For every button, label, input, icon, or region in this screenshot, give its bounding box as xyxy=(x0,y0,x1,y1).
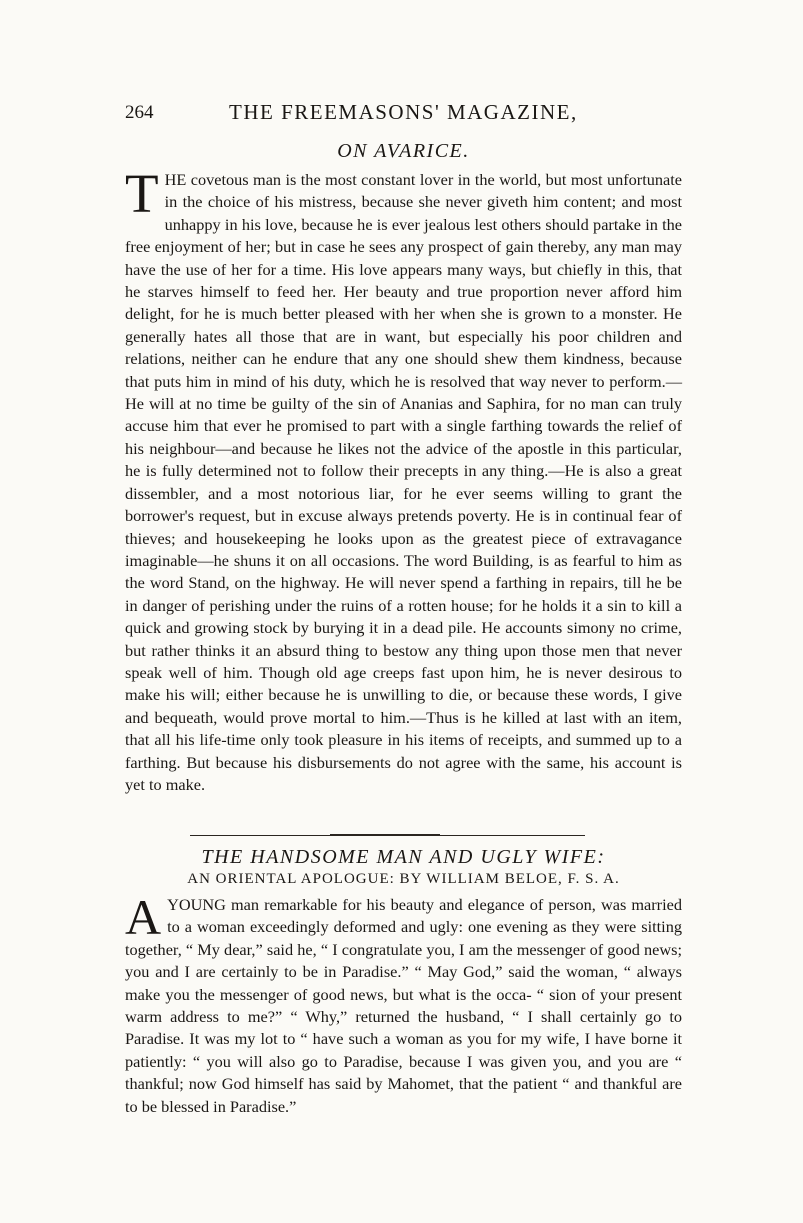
article-body-text: HE covetous man is the most constant lover in the world, but most unfortunate in the choice of his mistress, because she never giveth him content; and most unhappy in his love, because he is ever jealous lest others should partake in the free enjoyment of her; but in case he sees any prospect of gain thereby, any man may have the use of her for a time. His love appears many ways, but chiefly in this, that he starves himself to feed her. Her beauty and true proportion never afford him delight, for he is much better pleased with her when she is grown to a monster. He generally hates all those that are in want, but especially his poor children and relations, neither can he endure that any one should shew them kindness, because that puts him in mind of his duty, which he is resolved that way never to perform.—He will at no time be guilty of the sin of Ananias and Saphira, for no man can truly accuse him that ever he promised to part with a single farthing towards the relief of his neighbour—and because he likes not the advice of the apostle in this particular, he is fully determined not to follow their precepts in any thing.—He is also a great dissembler, and a most notorious liar, for he ever seems willing to grant the borrower's request, but in excuse always pretends poverty. He is in continual fear of thieves; and housekeeping he looks upon as the greatest piece of extravagance imaginable—he shuns it on all occasions. The word Building, is as fearful to him as the word Stand, on the highway. He will never spend a farthing in repairs, till he be in danger of perishing under the ruins of a rotten house; for he holds it a sin to kill a quick and growing stock by burying it in a dead pile. He accounts simony no crime, but rather thinks it an absurd thing to bestow any thing upon those men that never speak well of him. Though old age creeps fast upon him, he is never desirous to make his will; either because he is unwilling to die, or because these words, I give and bequeath, would prove mortal to him.—Thus is he killed at last with an item, that all his life-time only took pleasure in his items of receipts, and summed up to a farthing. But because his disbursements do not agree with the same, his account is yet to make. xyxy=(125,170,682,794)
drop-cap: A xyxy=(125,889,162,945)
article-byline: AN ORIENTAL APOLOGUE: BY WILLIAM BELOE, F. S. A. xyxy=(187,871,620,887)
section-divider xyxy=(190,835,585,836)
drop-cap: T xyxy=(125,163,159,224)
article-title: THE HANDSOME MAN AND UGLY WIFE: xyxy=(201,846,606,868)
running-head xyxy=(125,100,685,130)
article-body xyxy=(125,889,682,1118)
article-body xyxy=(125,163,682,796)
magazine-title: THE FREEMASONS' MAGAZINE, xyxy=(229,100,578,124)
article-on-avarice xyxy=(125,140,682,796)
article-handsome-man xyxy=(125,846,682,1118)
page-number: 264 xyxy=(125,102,154,123)
article-title: ON AVARICE. xyxy=(337,140,470,162)
article-body-text: YOUNG man remarkable for his beauty and elegance of person, was married to a woman exceedingly deformed and ugly: one evening as they were sitting together, “ My dear,” said he, “ I congratulate you, I am the messenger of good news; you and I are certainly to be in Paradise.” “ May God,” said the woman, “ always make you the messenger of good news, but what is the occa- “ sion of your present warm address to me?” “ Why,” returned the husband, “ I shall certainly go to Paradise. It was my lot to “ have such a woman as you for my wife, I have borne it patiently: “ you will also go to Paradise, because I was given you, and you are “ thankful; now God himself has said by Mahomet, that the patient “ and thankful are to be blessed in Paradise.” xyxy=(125,895,682,1116)
